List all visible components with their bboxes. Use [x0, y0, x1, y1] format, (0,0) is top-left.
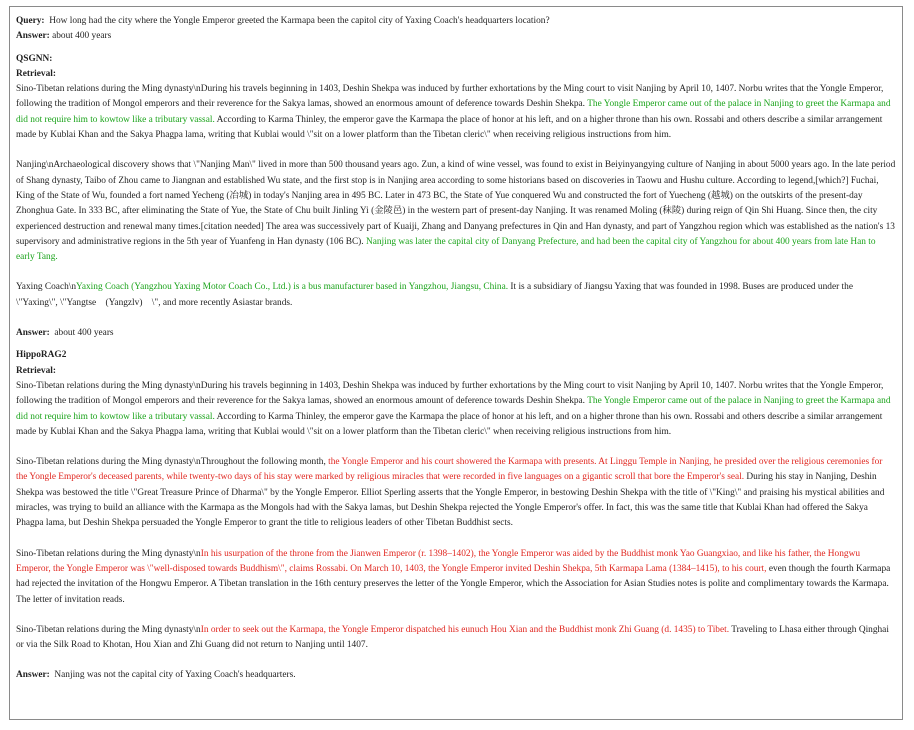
distractor-evidence: In order to seek out the Karmapa, the Yongle Emperor dispatched his eunuch Hou Xian and the Buddhist monk Zhi Guang (d. 1435) to Tibet. — [200, 624, 730, 635]
passage-text: Sino-Tibetan relations during the Ming dynasty\n — [16, 548, 201, 559]
passage-text: Sino-Tibetan relations during the Ming dynasty\n — [16, 624, 201, 635]
distractor-evidence: In his usurpation of the throne from the Jianwen Emperor (r. 1398–1402), the Yongle Emperor was aided by the Buddhist monk Yao Guangxiao, and like his father, the Hongwu Emperor, the Yongle Emperor was \"well-disposed towards Buddhism\", claims Rossabi. On March 10, 1403, the Yongle Emperor invited Deshin Shekpa, 5th Karmapa Lama (1384–1415), to his court, — [16, 548, 860, 574]
hipporag2-retrieval-label: Retrieval: — [16, 365, 56, 376]
supporting-evidence: Yaxing Coach (Yangzhou Yaxing Motor Coach Co., Ltd.) is a bus manufacturer based in Yangzhou, Jiangsu, China. — [76, 282, 509, 293]
passage-text: During his stay in Nanjing, Deshin Shekpa was bestowed the title \"Great Treasure Prince of Dharma\" by the Yongle Emperor. Elliot Sperling asserts that the Yongle Emperor, in bestowing Deshin Shekpa with the title of \"King\" and praising his mystical abilities and miracles, was trying to build an alliance with the Karmapa as the Mongols had with the Sakya lamas, but Deshin Shekpa rejected the Yongle Emperor's offer. In fact, this was the same title that Kublai Khan had offered the Sakya Phagpa lama, but Deshin Shekpa persuaded the Yongle Emperor to grant the title to religious leaders of other Tibetan Buddhist sects. — [16, 472, 885, 529]
passage-text: According to Karma Thinley, the emperor gave the Karmapa the place of honor at his left, and on a higher throne than his own. Rossabi and others describe a similar arrangement made by Kublai Khan and the Sakya Phagpa lama, writing that Kublai would \"sit on a lower platform than the Tibetan cleric\" when receiving religious instructions from him. — [16, 114, 883, 141]
query-label: Query: — [16, 16, 45, 26]
hipporag2-passage-4 — [16, 623, 896, 654]
passage-text: Traveling to Lhasa either through Qinghai or via the Silk Road to Khotan, Hou Xian and Zhi Guang did not return to Nanjing until 1407. — [16, 624, 889, 651]
hipporag2-passage-1 — [16, 379, 896, 440]
passage-text: Yaxing Coach\n — [16, 282, 77, 293]
passage-text: It is a subsidiary of Jiangsu Yaxing that was founded in 1998. Buses are produced under the \"Yaxing\", \"Yangtse (Yangzlv) \", and more recently Asiastar brands. — [16, 282, 853, 308]
supporting-evidence: Nanjing was later the capital city of Danyang Prefecture, and had been the capital city of Yangzhou for about 400 years from late Han to early Tang. — [16, 236, 876, 263]
query-answer-line — [16, 29, 896, 44]
query-answer-text: about 400 years — [52, 31, 112, 42]
passage-text: Nanjing\nArchaeological discovery shows that \"Nanjing Man\" lived in more than 500 thousand years ago. Zun, a kind of wine vessel, was found to exist in Beiyinyangying culture of Nanjing in about 5000 years ago. In the late period of Shang dynasty, Taibo of Zhou came to Jiangnan and established Wu state, and the first stop is in Nanjing area according to some historians based on discoveries in Taowu and Hushu culture. According to legend,[which?] Fuchai, King of the State of Wu, founded a fort named Yecheng (冶城) in today's Nanjing area in 495 BC. Later in 473 BC, the State of Yue conquered Wu and constructed the fort of Yuecheng (越城) on the outskirts of the present-day Zhonghua Gate. In 333 BC, after eliminating the State of Yue, the State of Chu built Jinling Yi (金陵邑) in the western part of present-day Nanjing. It was renamed Moling (秣陵) during reign of Qin Shi Huang. Since then, the city experienced destruction and renewal many times.[citation needed] The area was successively part of Kuaiji, Zhang and Danyang prefectures in Qin and Han dynasty, and part of Yangzhou region which was established as the nation's 13 supervisory and administrative regions in the 5th year of Yuanfeng in Han dynasty (106 BC). — [16, 160, 896, 247]
hipporag2-heading: HippoRAG2 — [16, 350, 67, 361]
passage-text: Sino-Tibetan relations during the Ming dynasty\nDuring his travels beginning in 1403, Deshin Shekpa was induced by further exhortations by the Ming court to visit Nanjing by April 10, 1407. Norbu writes that the Yongle Emperor, following the tradition of Mongol emperors and their reverence for the Sakya lamas, showed an enormous amount of deference towards Deshin Shekpa. — [16, 84, 884, 110]
query-line — [16, 14, 896, 29]
qsgnn-answer-line — [16, 326, 896, 341]
qsgnn-passage-2 — [16, 158, 896, 265]
distractor-evidence: the Yongle Emperor and his court showered the Karmapa with presents. — [328, 457, 597, 468]
hipporag2-answer-text: Nanjing was not the capital city of Yaxing Coach's headquarters. — [54, 670, 296, 681]
hipporag2-answer-label: Answer: — [16, 670, 50, 681]
qsgnn-heading: QSGNN: — [16, 53, 53, 64]
qsgnn-passage-3 — [16, 280, 896, 311]
hipporag2-passage-2 — [16, 455, 896, 531]
supporting-evidence: The Yongle Emperor came out of the palace in Nanjing to greet the Karmapa and did not require him to kowtow like a tributary vassal. — [16, 99, 891, 125]
passage-text: Sino-Tibetan relations during the Ming dynasty\nDuring his travels beginning in 1403, Deshin Shekpa was induced by further exhortations by the Ming court to visit Nanjing by April 10, 1407. Norbu writes that the Yongle Emperor, following the tradition of Mongol emperors and their reverence for the Sakya lamas, showed an enormous amount of deference towards Deshin Shekpa. — [16, 380, 884, 407]
passage-text: According to Karma Thinley, the emperor gave the Karmapa the place of honor at his left, and on a higher throne than his own. Rossabi and others describe a similar arrangement made by Kublai Khan and the Sakya Phagpa lama, writing that Kublai would \"sit on a lower platform than the Tibetan cleric\" when receiving religious instructions from him. — [16, 411, 883, 437]
passage-text: even though the fourth Karmapa had rejected the invitation of the Hongwu Emperor. A Tibetan translation in the 16th century preserves the letter of the Yongle Emperor, which the Association for Asian Studies notes is polite and complimentary towards the Karmapa. The letter of invitation reads. — [16, 563, 891, 605]
qsgnn-answer-text: about 400 years — [54, 328, 114, 339]
qsgnn-passage-1 — [16, 82, 896, 143]
hipporag2-answer-line — [16, 668, 896, 683]
query-answer-label: Answer: — [16, 31, 50, 42]
query-text: How long had the city where the Yongle Emperor greeted the Karmapa been the capitol city of Yaxing Coach's headquarters location? — [49, 16, 550, 26]
passage-text: Sino-Tibetan relations during the Ming dynasty\nThroughout the following month, — [16, 457, 329, 468]
qsgnn-answer-label: Answer: — [16, 328, 50, 339]
case-study-box — [9, 6, 903, 720]
supporting-evidence: The Yongle Emperor came out of the palace in Nanjing to greet the Karmapa and did not require him to kowtow like a tributary vassal. — [16, 396, 891, 422]
qsgnn-retrieval-label: Retrieval: — [16, 68, 56, 79]
hipporag2-passage-3 — [16, 547, 896, 608]
distractor-evidence: At Linggu Temple in Nanjing, he presided over the religious ceremonies for the Yongle Emperor's deceased parents, while twenty-two days of his stay were marked by religious miracles that were recorded in five languages on a gigantic scroll that bore the Emperor's seal. — [16, 457, 883, 483]
